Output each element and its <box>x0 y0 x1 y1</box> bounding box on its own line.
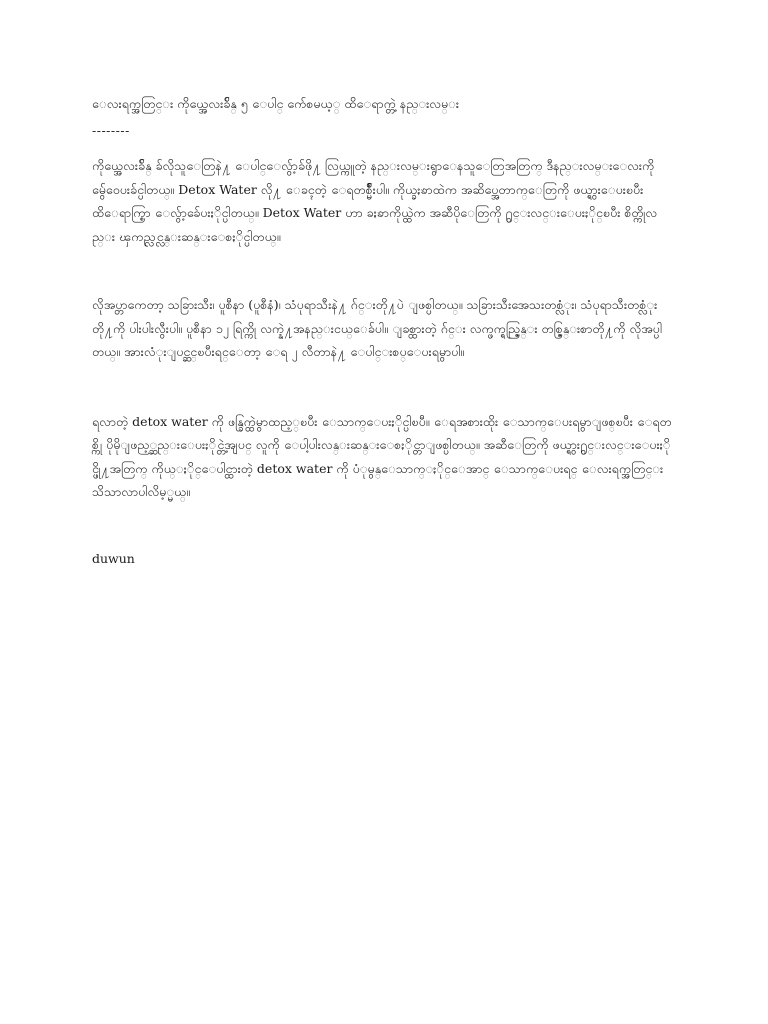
paragraph-ingredients: လိုအပ္တာကေတာ့ သခြားသီး၊ ပူစီနာ (ပူစီနံ)၊ သံပုရာသီးနဲ႔ ဂ်င္းတို႔ပဲ ျဖစ္ပါတယ္။ သခြားသီးအေသးတစ္လံုး၊ သံပုရာသီးတစ္လံုးတို႔ကို ပါးပါးလွီးပါ။ ပူစီနာ ၁၂ ရြက္ကို လက္နဲ႔အနည္းငယ္ေခ်ပါ။ ျခစ္ထားတဲ့ ဂ်င္း လက္ဖက္ရည္ဇြန္း တစ္ဇြန္းစာတို႔ကို လိုအပ္ပါတယ္။ အားလံုးျပင္ဆင္ၿပီးရင္ေတာ့ ေရ ၂ လီတာနဲ႔ ေပါင္းစပ္ေပးရမွာပါ။ <box>92 297 662 359</box>
paragraph-intro: ကိုယ္အေလးခ်ိန္ ခ်လိုသူေတြနဲ႔ ေပါင္ေလွ်ာ့ခ်ဖို႔ လြယ္ကူတဲ့ နည္းလမ္းရွာေနသူေတြအတြက္ ဒီနည္းလမ္းေလးကို မွ်ေဝေပးခ်င္ပါတယ္။ Detox Water လို႔ ေခၚတဲ့ ေရတစ္မ်ိဳးပါ။ ကိုယ္ခႏၶာထဲက အဆိပ္အေတာက္ေတြကို ဖယ္ရွားေပးၿပီး ထိေရာက္စြာ ေလွ်ာ့ခ်ေပးႏိုင္ပါတယ္။ Detox Water ဟာ ခႏၶာကိုယ္ထဲက အဆီပိုေတြကို ႐ွင္းလင္းေပးႏိုင္ၿပီး စိတ္ကိုလည္း ၾကည္လင္လန္းဆန္းေစႏိုင္ပါတယ္။ <box>92 158 658 244</box>
document-body <box>92 93 672 570</box>
article-title: ေလးရက္အတြင္း ကိုယ္အေလးခ်ိန္ ၅ ေပါင္ က်ေစမယ့္ ထိေရာက္တဲ့ နည္းလမ္း <box>92 96 460 111</box>
separator-line: -------- <box>92 123 130 138</box>
paragraph-instructions: ရလာတဲ့ detox water ကို ဖန္ခြက္ထဲမွာထည့္ၿပီး ေသာက္ေပးႏိုင္ပါၿပီ။ ေရအစားထိုး ေသာက္ေပးရမွာျဖစ္ၿပီး ေရတစ္ကို ပိုမိုျဖည့္ဆည္းေပးႏိုင္တဲ့အျပင္ လူကို ေပါ့ပါးလန္းဆန္းေစႏိုင္တာျဖစ္ပါတယ္။ အဆီေတြကို ဖယ္ရွား႐ွင္းလင္းေပးႏိုင္ဖို႔အတြက္ ကိုယ္ႏိုင္ေပါင္ထားတဲ့ detox water ကို ပံုမွန္ေသာက္ႏိုင္ေအာင္ ေသာက္ေပးရင္ ေလးရက္အတြင္း သိသာလာပါလိမ့္မယ္။ <box>92 413 672 499</box>
author-credit: duwun <box>92 550 135 566</box>
